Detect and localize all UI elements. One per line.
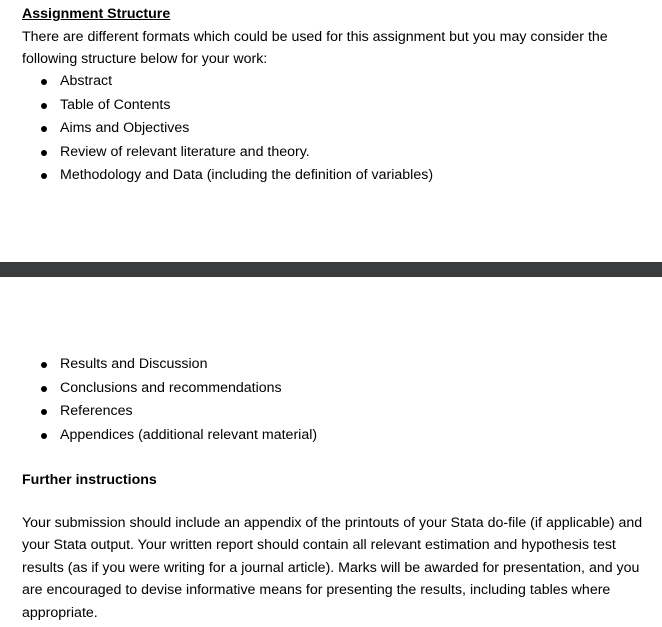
further-instructions-paragraph: Your submission should include an appendix of the printouts of your Stata do-file (if applicable) and your Stata output. Your written report should contain all relevant estimation and hypothesis test results (as if you were writing for a journal article). Marks will be awarded for presentation, and you are encouraged to devise informative means for presenting the results, including tables where appropriate. — [22, 515, 643, 621]
bullet-icon — [41, 386, 47, 392]
list-item — [40, 353, 317, 377]
list-item-text: References — [60, 403, 133, 419]
list-item-text: Aims and Objectives — [60, 120, 190, 136]
bullet-icon — [41, 409, 47, 415]
bullet-icon — [41, 433, 47, 439]
structure-list-continued — [40, 353, 317, 447]
bullet-icon — [41, 150, 47, 156]
list-item-text: Results and Discussion — [60, 356, 208, 372]
list-item — [40, 70, 433, 94]
bullet-icon — [41, 362, 47, 368]
bullet-icon — [41, 79, 47, 85]
list-item — [40, 424, 317, 448]
list-item-text: Conclusions and recommendations — [60, 379, 282, 396]
structure-list — [40, 70, 433, 188]
list-item — [40, 377, 317, 401]
bullet-icon — [41, 173, 47, 179]
bullet-icon — [41, 126, 47, 132]
list-item — [40, 164, 433, 188]
list-item-text: Abstract — [60, 73, 113, 89]
list-item — [40, 400, 317, 424]
list-item-text: Review of relevant literature and theory. — [60, 143, 310, 160]
list-item — [40, 117, 433, 141]
further-instructions-heading: Further instructions — [22, 472, 157, 488]
list-item — [40, 141, 433, 165]
list-item — [40, 94, 433, 118]
document-page-bottom — [0, 277, 662, 627]
page-break-divider — [0, 262, 662, 277]
intro-paragraph: There are different formats which could be used for this assignment but you may consider the following structure below for your work: — [22, 29, 608, 68]
list-item-text: Table of Contents — [60, 96, 171, 113]
bullet-icon — [41, 103, 47, 109]
list-item-text: Methodology and Data (including the definition of variables) — [60, 167, 434, 183]
document-page-top — [0, 0, 662, 262]
list-item-text: Appendices (additional relevant material) — [60, 426, 318, 443]
assignment-structure-heading: Assignment Structure — [22, 6, 171, 22]
